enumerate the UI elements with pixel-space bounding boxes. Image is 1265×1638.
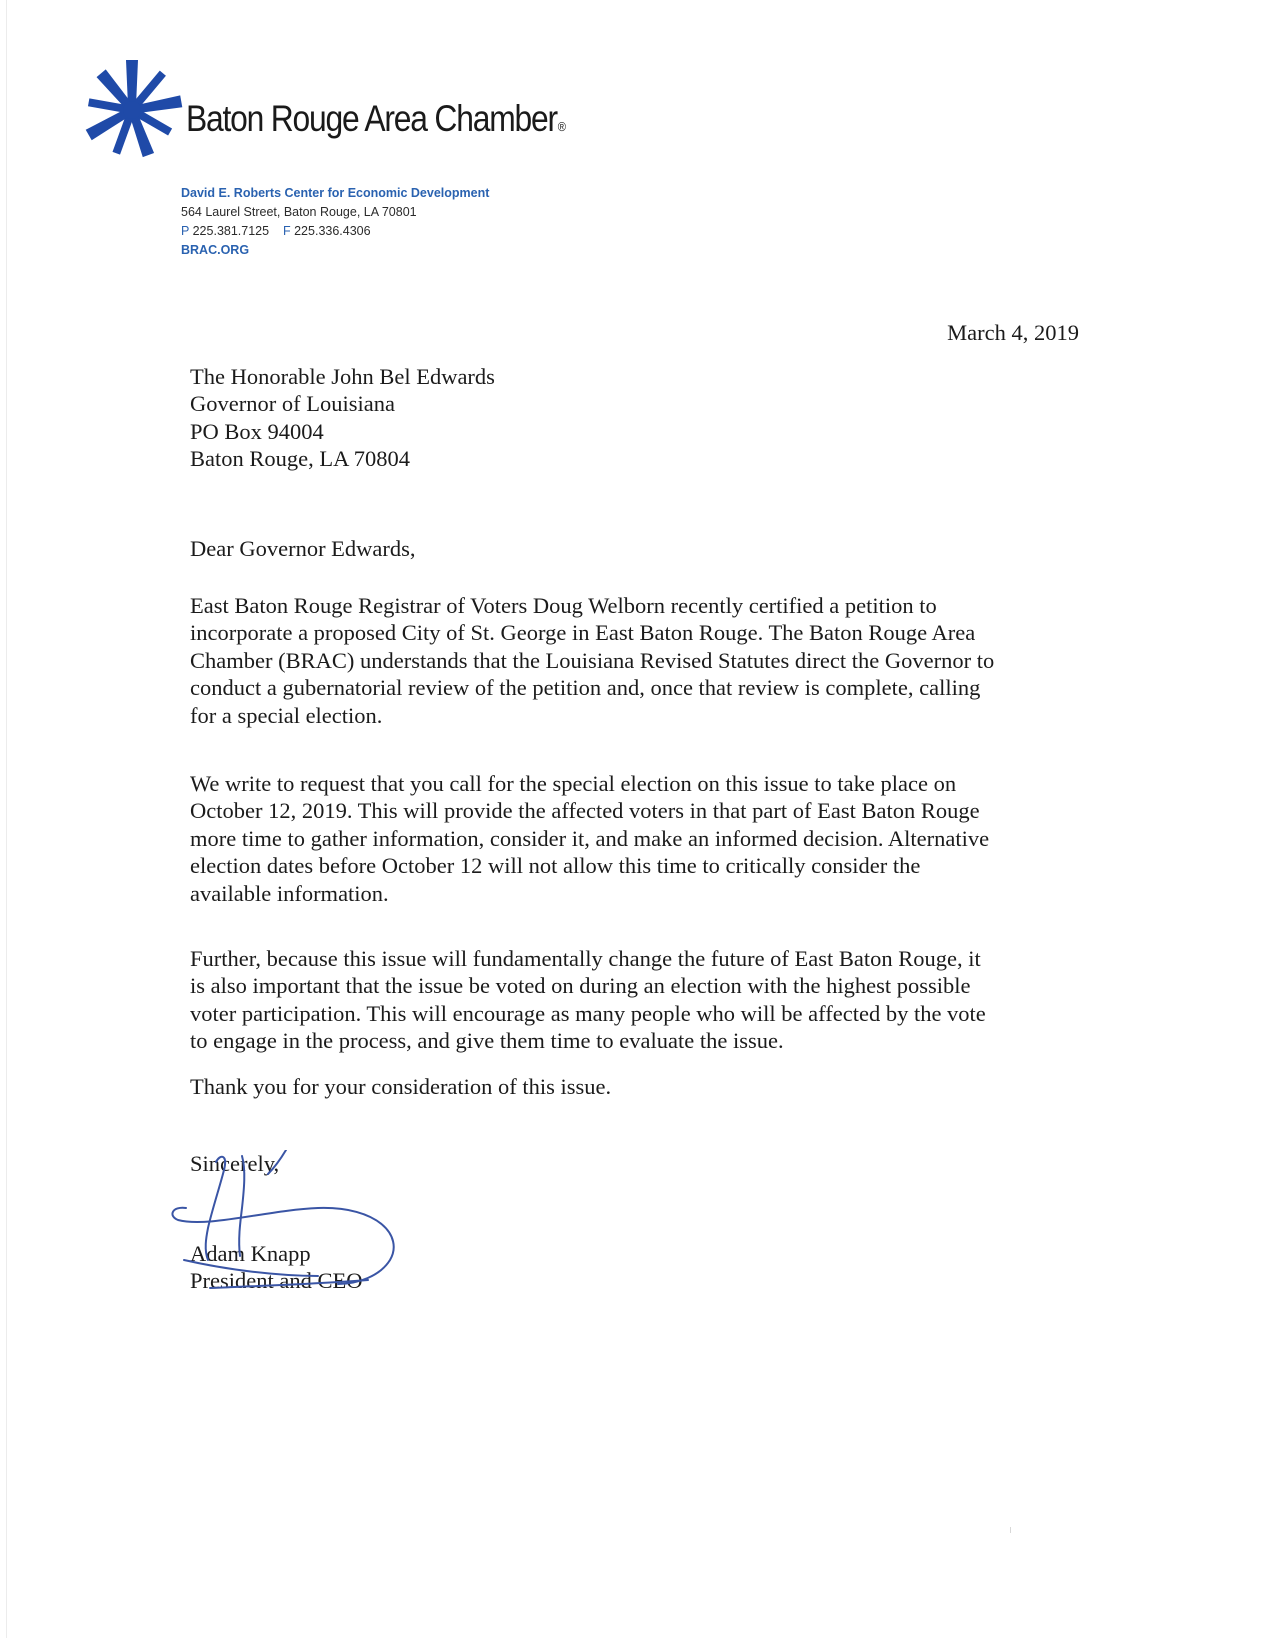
paragraph-line: is also important that the issue be voted on during an election with the highest possible xyxy=(190,973,971,999)
recipient-address xyxy=(190,363,495,473)
recipient-city-line: Baton Rouge, LA 70804 xyxy=(190,446,410,472)
paragraph-2 xyxy=(190,770,989,907)
signer-name: Adam Knapp xyxy=(190,1241,311,1266)
paragraph-line: Further, because this issue will fundamentally change the future of East Baton Rouge, it xyxy=(190,946,981,971)
paragraph-line: Chamber (BRAC) understands that the Louisiana Revised Statutes direct the Governor to xyxy=(190,647,995,673)
letterhead-contact-block xyxy=(181,184,489,260)
paragraph-line: voter participation. This will encourage as many people who will be affected by the vote xyxy=(190,1000,986,1026)
salutation: Dear Governor Edwards, xyxy=(190,536,416,561)
brand-name xyxy=(186,98,565,140)
fax-label: F xyxy=(282,224,291,238)
paragraph-line: more time to gather information, consider it, and make an informed decision. Alternative xyxy=(190,825,990,851)
phone-label: P xyxy=(181,224,190,238)
letter-date: March 4, 2019 xyxy=(947,320,1079,345)
paragraph-line: to engage in the process, and give them time to evaluate the issue. xyxy=(190,1028,784,1054)
brand-name-text: Baton Rouge Area Chamber xyxy=(186,98,557,139)
phone-fax-line xyxy=(181,222,489,241)
signer-title: President and CEO xyxy=(190,1268,363,1294)
signer-block xyxy=(190,1240,362,1295)
paragraph-line: for a special election. xyxy=(190,702,383,728)
street-address: 564 Laurel Street, Baton Rouge, LA 70801 xyxy=(181,205,417,219)
registered-mark: ® xyxy=(557,119,565,134)
paragraph-line: East Baton Rouge Registrar of Voters Doug Welborn recently certified a petition to xyxy=(190,593,937,618)
paragraph-line: conduct a gubernatorial review of the petition and, once that review is complete, calling xyxy=(190,675,981,701)
fax-number: 225.336.4306 xyxy=(294,224,371,238)
center-name: David E. Roberts Center for Economic Development xyxy=(181,186,490,200)
phone-number: 225.381.7125 xyxy=(192,224,270,238)
recipient-name: The Honorable John Bel Edwards xyxy=(190,364,495,389)
recipient-title: Governor of Louisiana xyxy=(190,391,395,417)
scan-speck xyxy=(1010,1527,1011,1533)
paragraph-line: available information. xyxy=(190,880,389,906)
paragraph-3 xyxy=(190,945,986,1055)
paragraph-line: election dates before October 12 will not allow this time to critically consider the xyxy=(190,853,921,879)
paragraph-1 xyxy=(190,592,994,729)
starburst-logo-icon xyxy=(78,60,186,160)
paragraph-line: October 12, 2019. This will provide the affected voters in that part of East Baton Rouge xyxy=(190,798,980,824)
thank-you-line: Thank you for your consideration of this issue. xyxy=(190,1074,612,1099)
website-link[interactable]: BRAC.ORG xyxy=(181,243,250,257)
page-edge-shadow xyxy=(6,0,7,1638)
closing: Sincerely, xyxy=(190,1151,280,1176)
paragraph-line: incorporate a proposed City of St. George in East Baton Rouge. The Baton Rouge Area xyxy=(190,620,976,646)
recipient-po-box: PO Box 94004 xyxy=(190,418,324,444)
paragraph-line: We write to request that you call for the special election on this issue to take place on xyxy=(190,771,957,796)
